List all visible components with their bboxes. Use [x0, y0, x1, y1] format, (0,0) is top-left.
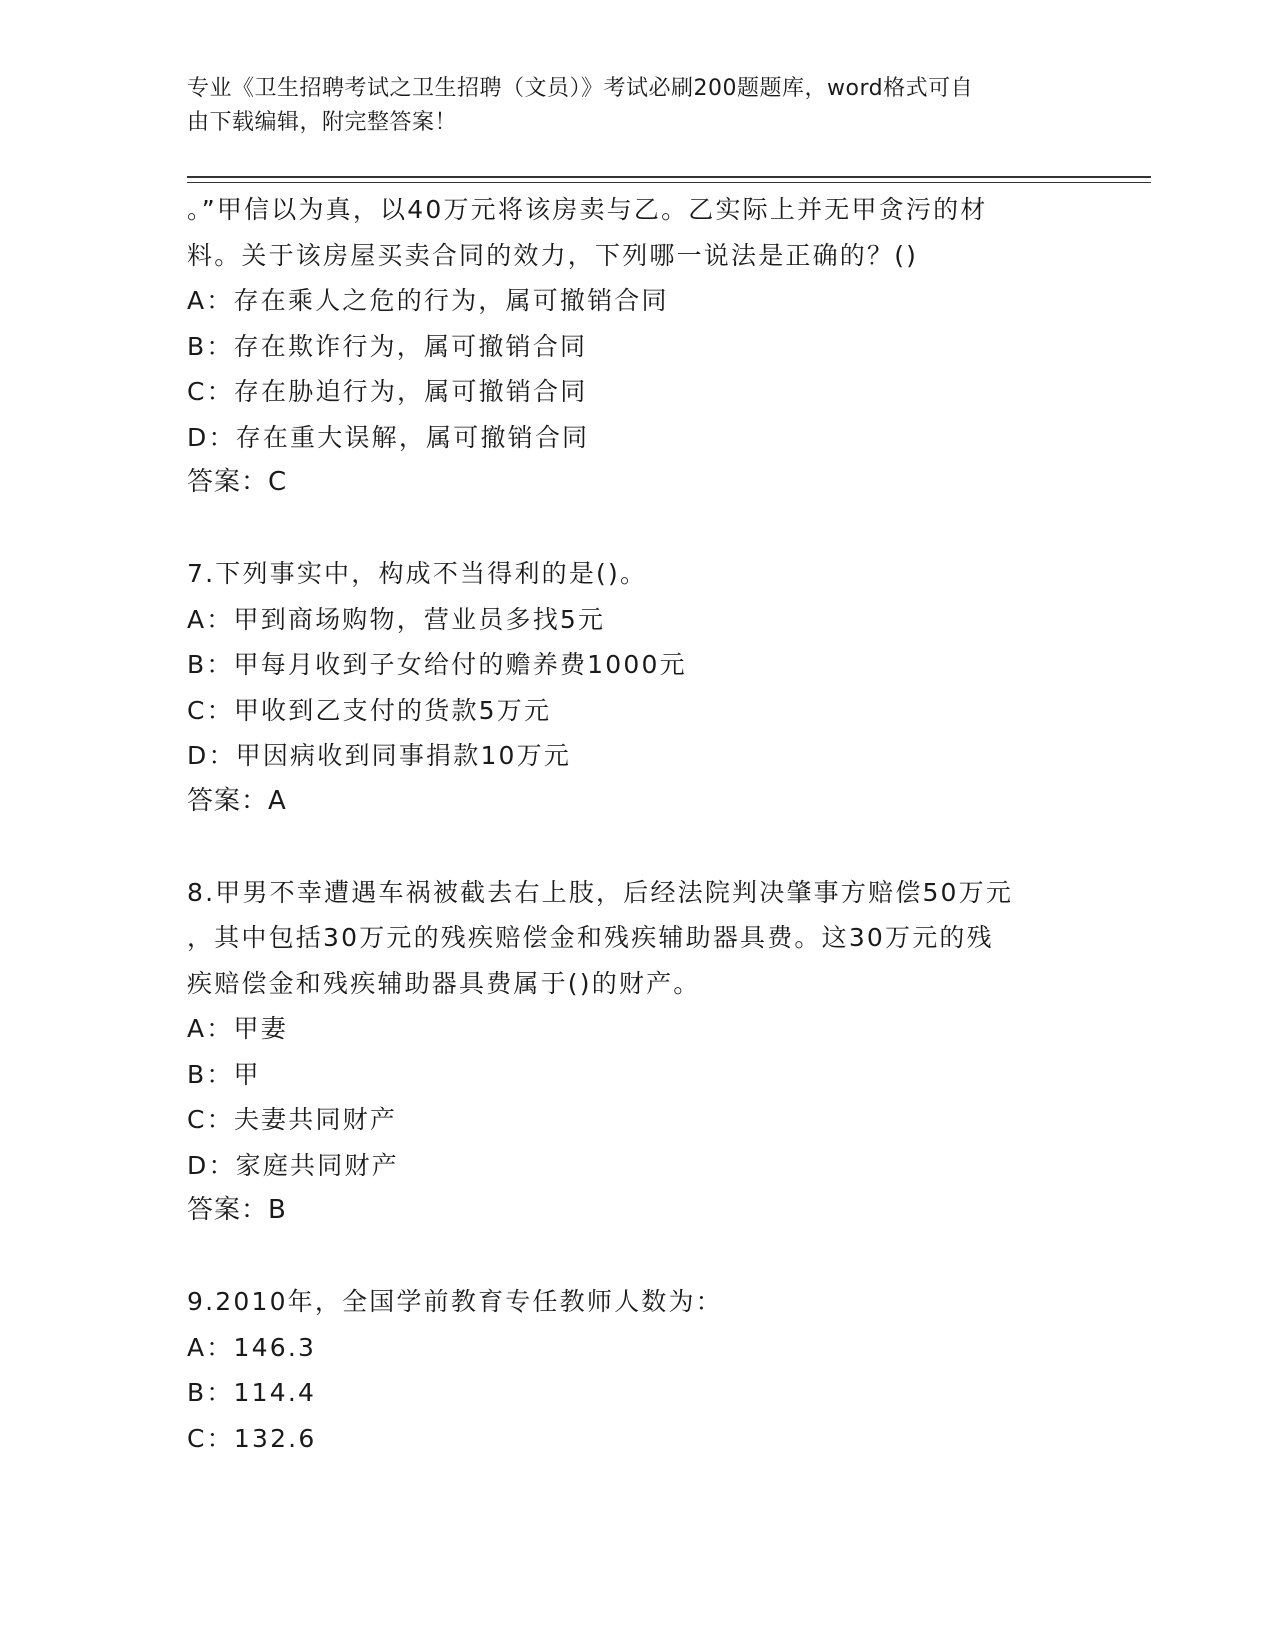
question-9-option-a: A：146.3: [187, 1332, 317, 1362]
question-7-option-c: C：甲收到乙支付的货款5万元: [187, 695, 552, 725]
document-header: [187, 72, 1087, 140]
question-8-option-b: B：甲: [187, 1059, 261, 1089]
header-title-line-1: 专业《卫生招聘考试之卫生招聘（文员）》考试必刷200题题库，word格式可自: [187, 76, 974, 101]
question-8-option-a: A：甲妻: [187, 1014, 288, 1043]
question-7-stem: 7.下列事实中，构成不当得利的是()。: [187, 559, 648, 588]
question-8-stem-3: 疾赔偿金和残疾辅助器具费属于()的财产。: [187, 968, 701, 998]
question-8-stem-2: ，其中包括30万元的残疾赔偿金和残疾辅助器具费。这30万元的残: [187, 923, 994, 952]
question-8-answer: 答案：B: [187, 1195, 287, 1225]
spacer: [187, 1234, 1087, 1280]
header-divider-thin: [187, 182, 1151, 183]
question-9: [187, 1279, 1087, 1461]
question-8: [187, 870, 1087, 1234]
question-6-option-c: C：存在胁迫行为，属可撤销合同: [187, 377, 588, 406]
spacer: [187, 824, 1087, 870]
question-6-stem-continued-2: 料。关于该房屋买卖合同的效力，下列哪一说法是正确的？(): [187, 240, 919, 270]
question-7-option-b: B：甲每月收到子女给付的赡养费1000元: [187, 650, 687, 679]
document-body: [187, 187, 1087, 1461]
question-6-option-b: B：存在欺诈行为，属可撤销合同: [187, 331, 588, 361]
question-7-option-a: A：甲到商场购物，营业员多找5元: [187, 604, 606, 634]
question-6-answer: 答案：C: [187, 467, 288, 497]
header-divider-thick: [187, 176, 1151, 178]
question-9-stem: 9.2010年，全国学前教育专任教师人数为：: [187, 1287, 723, 1316]
question-7-option-d: D：甲因病收到同事捐款10万元: [187, 741, 572, 770]
question-9-option-c: C：132.6: [187, 1423, 317, 1453]
question-8-stem-1: 8.甲男不幸遭遇车祸被截去右上肢，后经法院判决肇事方赔偿50万元: [187, 877, 1014, 907]
question-6-stem-continued-1: 。”甲信以为真，以40万元将该房卖与乙。乙实际上并无甲贪污的材: [187, 195, 988, 224]
question-8-option-c: C：夫妻共同财产: [187, 1105, 398, 1134]
question-6-option-a: A：存在乘人之危的行为，属可撤销合同: [187, 286, 669, 315]
header-title-line-2: 由下载编辑，附完整答案！: [187, 110, 458, 135]
question-9-option-b: B：114.4: [187, 1378, 317, 1407]
question-7: [187, 551, 1087, 824]
question-7-answer: 答案：A: [187, 785, 287, 816]
question-6-option-d: D：存在重大误解，属可撤销合同: [187, 422, 590, 452]
question-6: [187, 187, 1087, 506]
question-8-option-d: D：家庭共同财产: [187, 1150, 399, 1180]
spacer: [187, 506, 1087, 552]
